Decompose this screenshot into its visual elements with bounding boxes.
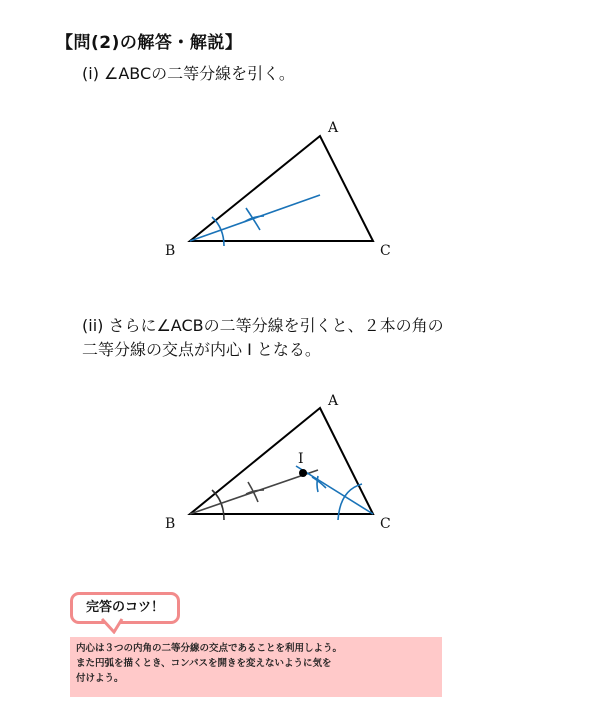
tip-line-1: 内心は３つの内角の二等分線の交点であることを利用しよう。 (76, 643, 343, 654)
tip-bubble-tail (100, 618, 126, 634)
step-1-text: (i) ∠ABCの二等分線を引く。 (82, 64, 295, 83)
tip-content-box (70, 637, 442, 697)
label-i: I (298, 451, 304, 467)
page-heading: 【問(2)の解答・解説】 (56, 33, 243, 53)
label-a-2: A (328, 393, 339, 409)
triangle-abc (190, 136, 373, 241)
crossing-arc-mark (244, 208, 264, 230)
label-c-2: C (380, 516, 391, 532)
label-a: A (328, 120, 339, 136)
triangle-abc-2 (190, 408, 373, 514)
step-2-line-1: (ii) さらに∠ACBの二等分線を引くと、２本の角の (82, 316, 444, 335)
step-2-text (82, 314, 444, 362)
label-b-2: B (165, 516, 176, 532)
step-2-line-2: 二等分線の交点が内心 I となる。 (82, 340, 321, 359)
tip-title-bubble: 完答のコツ！ (70, 592, 180, 624)
figure-1-triangle (0, 100, 600, 270)
label-b: B (165, 243, 176, 259)
tip-line-2: また円弧を描くとき、コンパスを開きを変えないように気を (76, 658, 332, 669)
label-c: C (380, 243, 391, 259)
tip-line-3: 付けよう。 (76, 673, 124, 684)
incenter-point (299, 469, 307, 477)
figure-2-triangle (0, 378, 600, 548)
